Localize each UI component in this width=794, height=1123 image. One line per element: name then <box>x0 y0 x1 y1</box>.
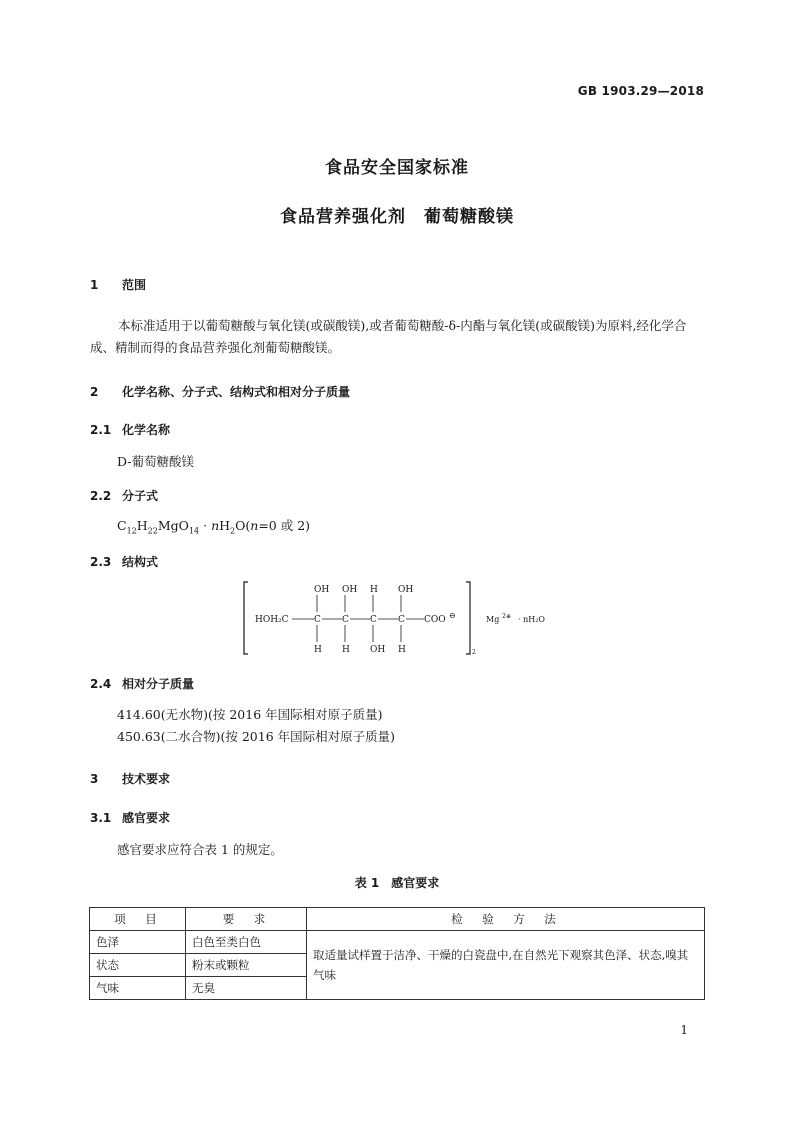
row-requirement: 白色至类白色 <box>186 931 307 954</box>
section-number: 2.3 <box>90 555 112 569</box>
document-title: 食品安全国家标准 <box>325 158 469 178</box>
section-2-3-heading <box>90 553 158 570</box>
row-item: 气味 <box>90 977 186 1000</box>
table-header-row <box>90 908 705 931</box>
section-3-1-text: 感官要求应符合表 1 的规定。 <box>117 842 283 857</box>
top-sub-4: OH <box>398 585 414 595</box>
row-item: 状态 <box>90 954 186 977</box>
structural-formula <box>236 578 566 660</box>
standard-number: GB 1903.29—2018 <box>577 84 704 98</box>
section-number: 3 <box>90 772 99 786</box>
page-number: 1 <box>680 1023 688 1037</box>
section-title: 相对分子质量 <box>122 677 195 691</box>
header-item: 项 目 <box>90 908 186 931</box>
top-sub-3: H <box>370 585 378 595</box>
left-bracket <box>244 582 248 654</box>
bottom-sub-2: H <box>342 645 350 655</box>
section-number: 2.4 <box>90 677 112 691</box>
sensory-requirements-table <box>89 907 705 1000</box>
section-3-1-heading <box>90 809 170 826</box>
section-2-4-heading <box>90 675 194 692</box>
bottom-sub-4: H <box>398 645 406 655</box>
bracket-subscript: 2 <box>472 649 476 656</box>
carbon-4: C <box>398 615 405 625</box>
section-title: 结构式 <box>122 555 159 569</box>
molecular-mass-dihydrate: 450.63(二水合物)(按 2016 年国际相对原子质量) <box>117 729 396 744</box>
test-method: 取适量试样置于洁净、干燥的白瓷盘中,在自然光下观察其色泽、状态,嗅其气味 <box>307 931 705 1000</box>
bottom-sub-3: OH <box>370 645 386 655</box>
section-1-heading <box>90 276 146 293</box>
section-number: 2.2 <box>90 489 112 503</box>
section-1-text: 本标准适用于以葡萄糖酸与氧化镁(或碳酸镁),或者葡萄糖酸-δ-内酯与氧化镁(或碳酸镁)为原料,经化学合成、精制而得的食品营养强化剂葡萄糖酸镁。 <box>90 318 687 355</box>
magnesium-ion: Mg <box>486 615 500 624</box>
section-title: 化学名称、分子式、结构式和相对分子质量 <box>122 385 351 399</box>
section-title: 化学名称 <box>122 423 171 437</box>
right-bracket <box>466 582 470 654</box>
table-caption: 表 1 感官要求 <box>354 876 440 890</box>
carbon-3: C <box>370 615 377 625</box>
row-item: 色泽 <box>90 931 186 954</box>
left-group: HOH₂C <box>255 615 289 625</box>
carbon-2: C <box>342 615 349 625</box>
section-2-heading <box>90 383 350 400</box>
carbon-1: C <box>314 615 321 625</box>
row-requirement: 粉末或颗粒 <box>186 954 307 977</box>
section-number: 2.1 <box>90 423 112 437</box>
table-row <box>90 931 705 954</box>
section-title: 感官要求 <box>122 811 171 825</box>
carboxylate-charge: ⊖ <box>449 611 456 620</box>
section-title: 技术要求 <box>122 772 171 786</box>
top-sub-1: OH <box>314 585 330 595</box>
bottom-sub-1: H <box>314 645 322 655</box>
section-2-2-heading <box>90 487 158 504</box>
section-number: 3.1 <box>90 811 112 825</box>
magnesium-charge: 2⊕ <box>502 613 511 620</box>
section-title: 分子式 <box>122 489 159 503</box>
header-method: 检 验 方 法 <box>307 908 705 931</box>
top-sub-2: OH <box>342 585 358 595</box>
document-subtitle: 食品营养强化剂 葡萄糖酸镁 <box>280 207 514 227</box>
section-number: 1 <box>90 278 99 292</box>
header-requirement: 要 求 <box>186 908 307 931</box>
section-3-heading <box>90 770 170 787</box>
chemical-name: D-葡萄糖酸镁 <box>117 454 194 469</box>
molecular-mass-anhydrous: 414.60(无水物)(按 2016 年国际相对原子质量) <box>117 707 383 722</box>
section-number: 2 <box>90 385 99 399</box>
right-group: COO <box>424 615 446 625</box>
molecular-formula: $C_{12}H_{22}MgO_{14} \cdot nH_2O(n=0$ 或 2) <box>117 518 311 536</box>
row-requirement: 无臭 <box>186 977 307 1000</box>
section-title: 范围 <box>122 278 147 292</box>
water-of-hydration: · nH₂O <box>518 615 545 624</box>
section-2-1-heading <box>90 421 170 438</box>
